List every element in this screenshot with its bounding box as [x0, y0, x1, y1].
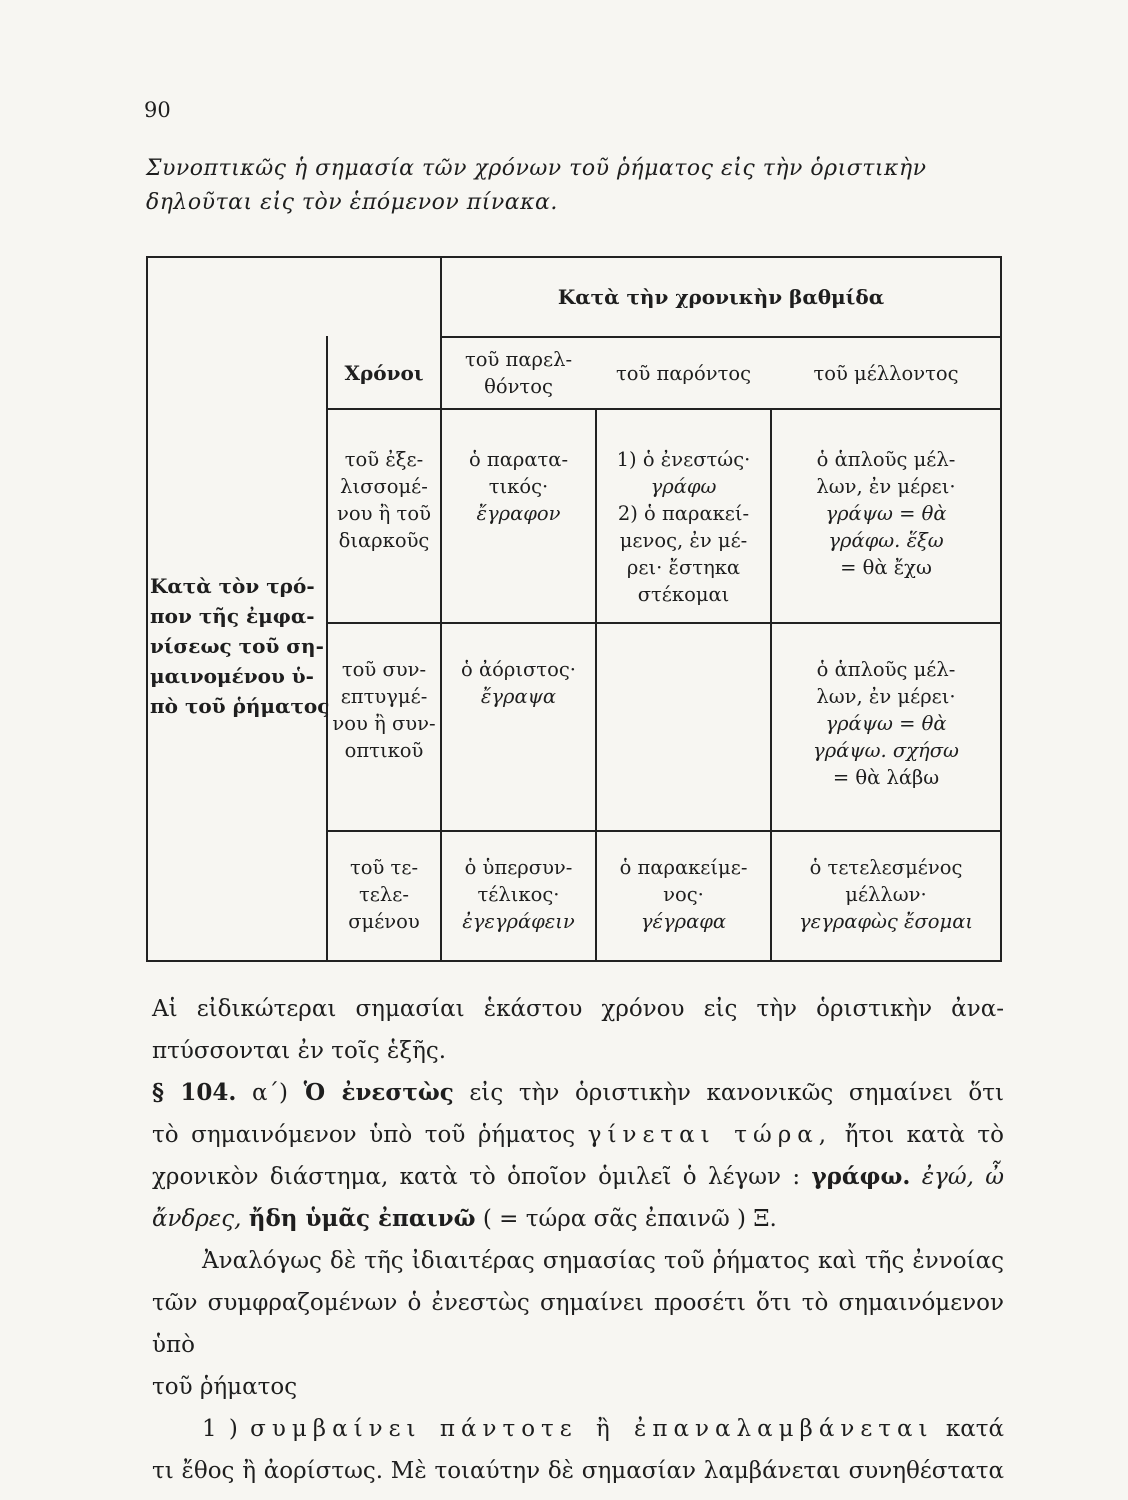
subsection-label: α΄)	[252, 1080, 289, 1106]
cell-simple-future-2: ὁ ἁπλοῦς μέλ- λων, ἐν μέρει· γράψω = θὰ γράψω. σχήσω = θὰ λάβω	[813, 658, 959, 789]
table-border-right	[1000, 256, 1002, 962]
intro-line: Συνοπτικῶς ἡ σημασία τῶν χρόνων τοῦ ῥήματος εἰς τὴν ὁριστικὴν	[146, 156, 927, 181]
header-past: τοῦ παρελ- θόντος	[464, 348, 573, 398]
paragraph-line: πτύσσονται ἐν τοῖς ἑξῆς.	[152, 1038, 447, 1064]
list-number: 1 )	[202, 1416, 238, 1442]
body-text	[152, 988, 1004, 1492]
text-span: τὸ σημαινόμενον ὑπὸ τοῦ ῥήματος	[152, 1122, 576, 1148]
table-rule	[326, 830, 1002, 832]
text-span: ( = τώρα σᾶς ἐπαινῶ ) Ξ.	[482, 1206, 777, 1232]
paragraph-line	[152, 1156, 1004, 1198]
table-border-left	[146, 256, 148, 962]
header-future: τοῦ μέλλοντος	[813, 361, 959, 385]
term-enestos: Ὁ ἐνεστὼς	[303, 1079, 454, 1106]
cell-aspect-progressive: τοῦ ἐξε- λισσομέ- νου ἢ τοῦ διαρκοῦς	[337, 448, 431, 552]
header-chronoi: Χρόνοι	[344, 360, 424, 385]
table-rule	[326, 408, 1002, 410]
paragraph-line: Ἀναλόγως δὲ τῆς ἰδιαιτέρας σημασίας τοῦ ῥήματος καὶ τῆς ἐννοίας	[202, 1248, 1004, 1274]
example-italic: ἄνδρες,	[152, 1206, 242, 1232]
text-span: ἤτοι κατὰ τὸ	[844, 1122, 1005, 1148]
paragraph-line: τῶν συμφραζομένων ὁ ἐνεστὼς σημαίνει προσέτι ὅτι τὸ σημαινόμενον ὑπὸ	[152, 1290, 1004, 1358]
page-number: 90	[144, 98, 171, 122]
paragraph-line	[152, 1198, 1004, 1240]
cell-future-perfect: ὁ τετελεσμένος μέλλων· γεγραφὼς ἔσομαι	[798, 856, 974, 933]
paragraph-line: Αἱ εἰδικώτεραι σημασίαι ἑκάστου χρόνου εἰς τὴν ὁριστικὴν ἀνα-	[152, 996, 1004, 1022]
text-span: κατά	[945, 1416, 1005, 1442]
row-label-aspect: Κατὰ τὸν τρό- πον τῆς ἐμφα- νίσεως τοῦ ση- μαινομένου ὑ- πὸ τοῦ ῥήματος	[150, 574, 330, 718]
example-bold: γράφω.	[811, 1163, 911, 1190]
example-italic: ἐγώ, ὦ	[921, 1164, 1005, 1190]
cell-pluperfect: ὁ ὑπερσυν- τέλικος· ἐγεγράφειν	[462, 856, 575, 933]
cell-aspect-perfective: τοῦ συν- επτυγμέ- νου ἢ συν- οπτικοῦ	[332, 658, 436, 762]
cell-simple-future-1: ὁ ἁπλοῦς μέλ- λων, ἐν μέρει· γράψω = θὰ γράφω. ἕξω = θὰ ἔχω	[816, 448, 956, 579]
text-span: εἰς τὴν ὁριστικὴν κανονικῶς σημαίνει ὅτι	[469, 1080, 1005, 1106]
intro-line: δηλοῦται εἰς τὸν ἑπόμενον πίνακα.	[146, 190, 558, 215]
example-bold: ἤδη ὑμᾶς ἐπαινῶ	[248, 1205, 476, 1232]
paragraph-line	[152, 1408, 1004, 1450]
section-104-line	[152, 1072, 1004, 1114]
text-span: χρονικὸν διάστημα, κατὰ τὸ ὁποῖον ὁμιλεῖ ὁ λέγων :	[152, 1164, 801, 1190]
section-number: § 104.	[152, 1079, 237, 1106]
header-present: τοῦ παρόντος	[615, 361, 752, 385]
cell-present-perfect-active: 1) ὁ ἐνεστώς· γράφω 2) ὁ παρακεί- μενος, ἐν μέ- ρει· ἔστηκα στέκομαι	[616, 448, 751, 606]
cell-aorist: ὁ ἀόριστος· ἔγραψα	[461, 658, 576, 708]
tense-table	[146, 256, 1002, 962]
spaced-text: συμβαίνει πάντοτε ἢ ἐπαναλαμβάνεται	[250, 1416, 934, 1442]
header-chronological-stage: Κατὰ τὴν χρονικὴν βαθμίδα	[557, 284, 885, 309]
spaced-text: γίνεται τώρα,	[587, 1122, 833, 1148]
intro-paragraph	[146, 152, 998, 220]
paragraph-line	[152, 1114, 1004, 1156]
paragraph-line: τοῦ ῥήματος	[152, 1374, 298, 1400]
table-rule	[326, 622, 1002, 624]
cell-imperfect: ὁ παρατα- τικός· ἔγραφον	[468, 448, 569, 525]
cell-aspect-completed: τοῦ τε- τελε- σμένου	[348, 856, 420, 933]
table-border-bottom	[146, 960, 1002, 962]
cell-perfect: ὁ παρακείμε- νος· γέγραφα	[619, 856, 748, 933]
paragraph-line: τι ἔθος ἢ ἀορίστως. Μὲ τοιαύτην δὲ σημασίαν λαμβάνεται συνηθέστατα	[152, 1458, 1004, 1484]
